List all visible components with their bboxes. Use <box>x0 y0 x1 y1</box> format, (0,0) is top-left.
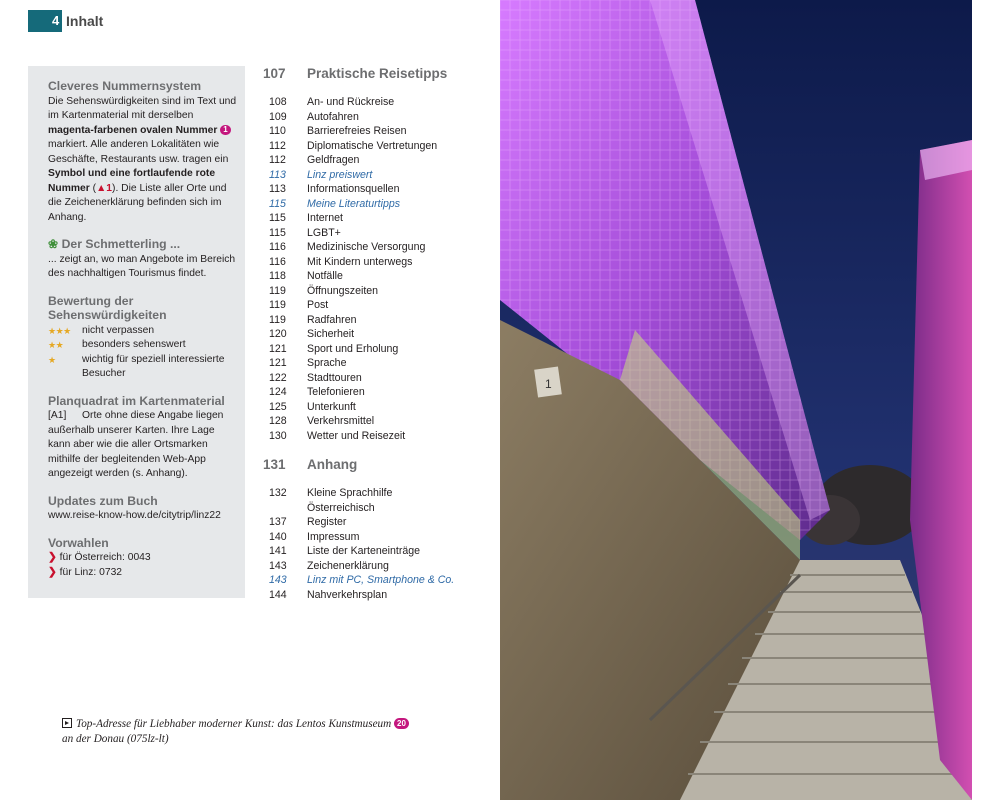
toc-entry-page <box>263 501 307 516</box>
toc-entry-title: Mit Kindern unterwegs <box>307 255 413 268</box>
dialing-item: ❯ für Linz: 0732 <box>48 566 123 578</box>
page-number: 4 <box>52 13 60 28</box>
toc-entry[interactable] <box>263 486 493 501</box>
toc-entry-title: Internet <box>307 212 343 224</box>
toc-entry-title: LGBT+ <box>307 226 341 239</box>
toc-entry[interactable] <box>263 182 493 197</box>
toc-entry-page: 128 <box>269 415 287 427</box>
toc-entry[interactable] <box>263 110 493 125</box>
rating-row <box>48 338 237 353</box>
toc-entry[interactable] <box>263 153 493 168</box>
toc-entry-title: Barrierefreies Reisen <box>307 125 407 137</box>
toc-entry-page: 115 <box>269 212 286 224</box>
toc-section-number: 107 <box>263 66 286 81</box>
toc-entry-page: 120 <box>269 328 287 340</box>
magenta-number-badge: 1 <box>220 125 230 135</box>
updates-link[interactable]: www.reise-know-how.de/citytrip/linz22 <box>48 510 221 521</box>
toc-entry[interactable] <box>263 298 493 313</box>
butterfly-icon: ❀ <box>48 237 59 251</box>
butterfly-heading: ❀ Der Schmetterling ... <box>48 237 181 251</box>
toc-entry-title: Sicherheit <box>307 328 355 340</box>
toc-entry-page: 112 <box>269 139 286 152</box>
table-of-contents <box>263 66 493 602</box>
toc-entry[interactable] <box>263 429 493 444</box>
grid-block <box>48 394 237 482</box>
toc-entry-title: Stadttouren <box>307 371 362 384</box>
toc-entry-title: Autofahren <box>307 110 359 123</box>
rating-label: wichtig für speziell interessierte Besucher <box>82 353 225 379</box>
toc-section-heading <box>263 66 493 88</box>
star-icon: ★★★ <box>48 325 71 336</box>
grid-text: [A1] Orte ohne diese Angabe liegen außerhalb unserer Karten. Ihre Lage kann aber wie die aller Ortsmarken mithilfe der begleitenden Web-App angezeigt werden (s. Anhang). <box>48 410 224 479</box>
updates-block <box>48 494 237 524</box>
toc-entry-page: 115 <box>269 197 286 210</box>
toc-section-number: 131 <box>263 457 286 472</box>
rating-row <box>48 353 237 382</box>
rating-block <box>48 294 237 382</box>
toc-entry-title: Notfälle <box>307 270 343 282</box>
toc-entry-page: 132 <box>269 487 287 499</box>
toc-entry-title: Nahverkehrsplan <box>307 588 388 601</box>
toc-entry-page: 119 <box>269 284 286 297</box>
red-marker-icon: ▲1 <box>96 182 113 194</box>
toc-entry-title: Unterkunft <box>307 400 356 413</box>
toc-entry-title: Telefonieren <box>307 386 365 398</box>
toc-entry-title: Verkehrsmittel <box>307 415 375 427</box>
rating-label: nicht verpassen <box>82 324 155 336</box>
toc-entry[interactable] <box>263 211 493 226</box>
toc-entry-title: An- und Rückreise <box>307 96 395 108</box>
toc-entry[interactable] <box>263 313 493 328</box>
toc-entry[interactable] <box>263 327 493 342</box>
star-icon: ★ <box>48 354 56 365</box>
toc-entry-title: Liste der Karteneinträge <box>307 545 421 557</box>
toc-entry-page: 143 <box>269 574 287 586</box>
toc-entry[interactable] <box>263 197 493 212</box>
toc-entry[interactable] <box>263 588 493 603</box>
toc-entry-title: Medizinische Versorgung <box>307 241 426 253</box>
toc-entry[interactable] <box>263 544 493 559</box>
toc-entry[interactable] <box>263 269 493 284</box>
toc-entry-page: 109 <box>269 110 287 123</box>
toc-section-title: Anhang <box>307 457 358 472</box>
toc-entry-page: 108 <box>269 96 287 108</box>
toc-entry[interactable] <box>263 573 493 588</box>
museum-photo <box>500 0 972 800</box>
toc-entry[interactable] <box>263 515 493 530</box>
building-sign: 1 <box>545 377 552 391</box>
toc-entry[interactable] <box>263 414 493 429</box>
toc-entry-title: Impressum <box>307 530 360 543</box>
toc-entry-title: Diplomatische Vertretungen <box>307 139 438 152</box>
toc-entry-page: 144 <box>269 588 287 601</box>
photo-caption: Top-Adresse für Liebhaber moderner Kunst: das Lentos Kunstmuseum 20 an der Donau (075lz-lt) <box>62 717 442 747</box>
toc-entry-page: 130 <box>269 429 287 442</box>
dialing-item: ❯ für Österreich: 0043 <box>48 552 151 563</box>
toc-section-heading <box>263 457 493 479</box>
numbering-text: Die Sehenswürdigkeiten sind im Text und im Kartenmaterial mit derselben magenta-farbenen ovalen Nummer 1 markiert. Alle anderen Lokalitäten wie Geschäfte, Restaurants usw. tragen ein Symbol und eine fortlaufende rote Nummer (▲1). Die Liste aller Orte und die Zeichenerklärung befinden sich im Anhang. <box>48 95 237 223</box>
grid-heading: Planquadrat im Kartenmaterial <box>48 393 225 408</box>
rating-row <box>48 324 237 339</box>
toc-entry[interactable] <box>263 95 493 110</box>
chevron-right-icon: ❯ <box>48 566 57 578</box>
toc-entry[interactable] <box>263 400 493 415</box>
numbering-block <box>48 79 237 225</box>
rating-label: besonders sehenswert <box>82 339 186 350</box>
toc-entry-title: Linz preiswert <box>307 168 373 181</box>
toc-entry-title: Linz mit PC, Smartphone & Co. <box>307 574 455 586</box>
toc-entry-title: Zeichenerklärung <box>307 559 389 572</box>
toc-entry[interactable] <box>263 501 493 516</box>
toc-entry-page: 118 <box>269 270 286 282</box>
toc-entry-title: Informationsquellen <box>307 183 400 195</box>
updates-heading: Updates zum Buch <box>48 493 158 508</box>
toc-entry[interactable] <box>263 371 493 386</box>
toc-entry-title: Wetter und Reisezeit <box>307 429 406 442</box>
toc-entry[interactable] <box>263 139 493 154</box>
toc-entry-title: Radfahren <box>307 313 357 326</box>
magenta-number-badge: 20 <box>394 718 409 729</box>
toc-entry-page: 116 <box>269 241 286 253</box>
toc-entry-page: 119 <box>269 313 286 326</box>
arrow-box-icon <box>62 718 72 728</box>
toc-entry-page: 141 <box>269 545 287 557</box>
toc-entry[interactable] <box>263 356 493 371</box>
toc-entry[interactable] <box>263 226 493 241</box>
toc-section-title: Praktische Reisetipps <box>307 66 448 81</box>
toc-entry-page: 122 <box>269 371 287 384</box>
butterfly-block <box>48 237 237 282</box>
toc-entry-page: 110 <box>269 125 286 137</box>
toc-entry-page: 115 <box>269 226 286 239</box>
toc-entry[interactable] <box>263 530 493 545</box>
toc-entry-page: 121 <box>269 357 287 369</box>
toc-entry-page: 143 <box>269 559 287 572</box>
page-title: Inhalt <box>66 13 104 29</box>
butterfly-text: ... zeigt an, wo man Angebote im Bereich des nachhaltigen Tourismus findet. <box>48 253 236 279</box>
info-sidebar <box>28 66 245 598</box>
toc-entry[interactable] <box>263 255 493 270</box>
toc-entry-title: Geldfragen <box>307 154 360 166</box>
toc-entry-title: Sprache <box>307 357 347 369</box>
toc-entry-page: 112 <box>269 154 286 166</box>
toc-entry-page: 140 <box>269 530 287 543</box>
toc-entry[interactable] <box>263 342 493 357</box>
toc-entry[interactable] <box>263 168 493 183</box>
toc-entry-page: 121 <box>269 342 287 355</box>
toc-entry-page: 119 <box>269 299 286 311</box>
museum-illustration <box>500 0 972 800</box>
toc-entry-title: Österreichisch <box>307 501 375 514</box>
toc-entry-page: 113 <box>269 183 286 195</box>
toc-entry-title: Öffnungszeiten <box>307 284 379 297</box>
toc-entry[interactable] <box>263 559 493 574</box>
chevron-right-icon: ❯ <box>48 552 57 563</box>
toc-entry-page: 113 <box>269 168 286 181</box>
toc-entry-page: 116 <box>269 255 286 268</box>
grid-reference: [A1] <box>48 410 67 421</box>
rating-heading: Bewertung der Sehenswürdigkeiten <box>48 293 167 322</box>
toc-entry-title: Sport und Erholung <box>307 342 399 355</box>
toc-entry[interactable] <box>263 284 493 299</box>
toc-entry-page: 124 <box>269 386 287 398</box>
toc-entry-page: 125 <box>269 400 287 413</box>
toc-entry-title: Post <box>307 299 329 311</box>
dialing-heading: Vorwahlen <box>48 535 109 550</box>
toc-entry[interactable] <box>263 240 493 255</box>
dialing-block <box>48 536 237 581</box>
toc-entry-page: 137 <box>269 516 287 528</box>
toc-entry-title: Kleine Sprachhilfe <box>307 487 393 499</box>
toc-entry[interactable] <box>263 124 493 139</box>
toc-entry[interactable] <box>263 385 493 400</box>
star-icon: ★★ <box>48 340 64 350</box>
toc-entry-title: Register <box>307 516 347 528</box>
toc-entry-title: Meine Literaturtipps <box>307 197 401 210</box>
numbering-heading: Cleveres Nummernsystem <box>48 79 202 93</box>
